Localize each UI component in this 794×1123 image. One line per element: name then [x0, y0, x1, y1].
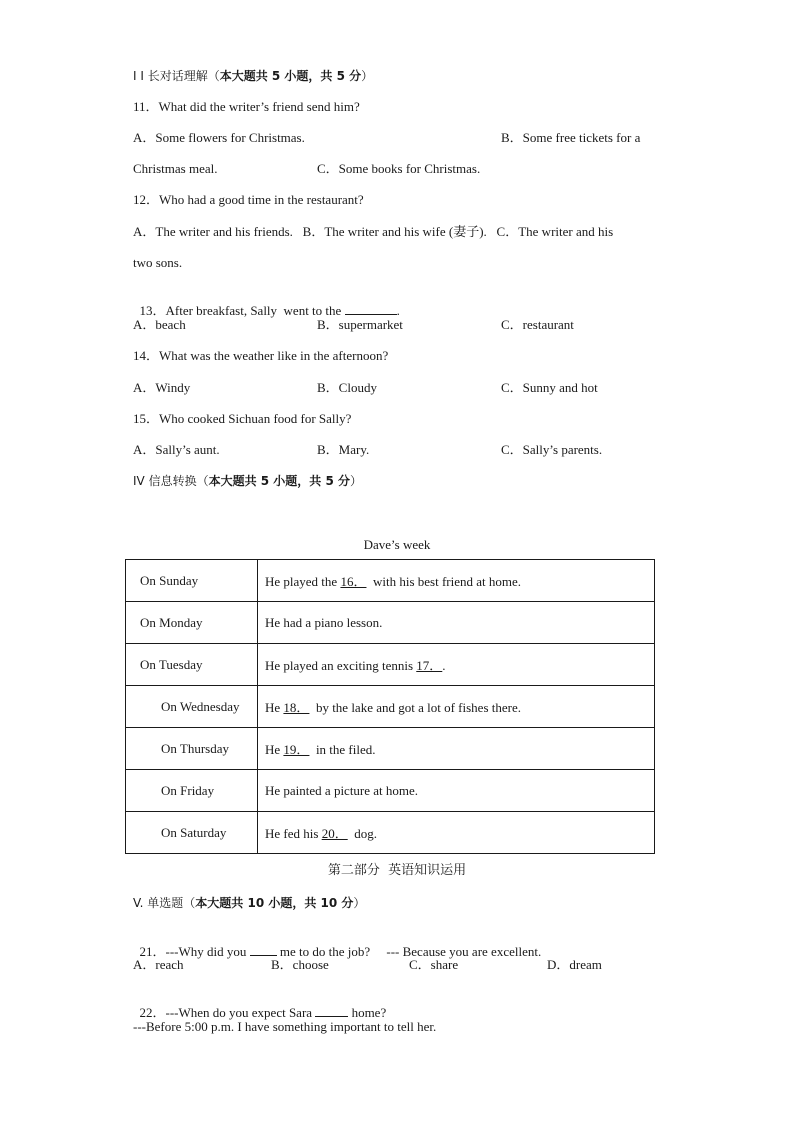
- activity-text: He fed his: [265, 826, 322, 841]
- table-row: [126, 644, 655, 686]
- activity-text: He painted a picture at home.: [265, 782, 419, 798]
- q11-option-b-continued: Christmas meal.: [133, 161, 218, 176]
- q21-text-continued: me to do the job? --- Because you are excellent.: [279, 944, 542, 959]
- activity-cell: [258, 770, 655, 812]
- question-11: 11．What did the writer’s friend send him?: [133, 99, 360, 114]
- q14-option-a: A．Windy: [133, 380, 191, 395]
- day-cell: On Thursday: [126, 728, 258, 770]
- activity-cell: [258, 644, 655, 686]
- activity-text: .: [442, 658, 446, 673]
- table-row: [126, 812, 655, 854]
- q21-option-b: B．choose: [271, 957, 329, 972]
- activity-text: He: [265, 700, 284, 715]
- question-12: 12．Who had a good time in the restaurant?: [133, 192, 364, 207]
- section-header-prefix: IV 信息转换（: [133, 474, 209, 488]
- section-header-prefix: I I 长对话理解（: [133, 69, 220, 83]
- q13-option-b: B．supermarket: [317, 317, 403, 332]
- q12-options-continued: two sons.: [133, 255, 183, 270]
- answer-blank: [315, 1004, 348, 1017]
- day-cell: On Friday: [126, 770, 258, 812]
- q11-option-b: B．Some free tickets for a: [501, 130, 641, 145]
- question-22: [133, 988, 386, 1021]
- q22-text-continued: home?: [351, 1005, 387, 1020]
- activity-text: with his best friend at home.: [366, 574, 521, 589]
- answer-blank: [345, 302, 397, 315]
- table-row: [126, 602, 655, 644]
- table-row: [126, 560, 655, 602]
- question-21: [133, 927, 541, 960]
- activity-cell: [258, 812, 655, 854]
- q22-text: 22．---When do you expect Sara: [139, 1005, 313, 1020]
- activity-text: He: [265, 742, 284, 757]
- activity-text: in the filed.: [309, 742, 376, 757]
- q15-option-a: A．Sally’s aunt.: [133, 442, 220, 457]
- blank-number: 17．: [416, 658, 443, 673]
- q14-option-c: C．Sunny and hot: [501, 380, 598, 395]
- q13-text: 13．After breakfast, Sally went to the: [139, 303, 342, 318]
- daves-week-table: [125, 559, 655, 854]
- table-row: [126, 686, 655, 728]
- activity-cell: [258, 602, 655, 644]
- section-header-prefix: V. 单选题（: [133, 896, 196, 910]
- table-title: Dave’s week: [363, 537, 431, 552]
- q15-option-b: B．Mary.: [317, 442, 370, 457]
- blank-number: 16．: [340, 574, 367, 589]
- q13-option-c: C．restaurant: [501, 317, 574, 332]
- section-header-bold: 本大题共 5 小题，共 5 分: [208, 474, 350, 488]
- q14-option-b: B．Cloudy: [317, 380, 377, 395]
- activity-text: He had a piano lesson.: [265, 614, 383, 630]
- q21-option-c: C．share: [409, 957, 459, 972]
- day-cell: On Tuesday: [126, 644, 258, 686]
- q22-answer-line: ---Before 5:00 p.m. I have something important to tell her.: [133, 1019, 437, 1034]
- q11-option-c: C．Some books for Christmas.: [317, 161, 481, 176]
- section-header-suffix: ）: [361, 69, 374, 83]
- day-cell: On Sunday: [126, 560, 258, 602]
- blank-number: 19．: [283, 742, 310, 757]
- section-header-long-dialogue: [133, 68, 373, 84]
- q15-option-c: C．Sally’s parents.: [501, 442, 603, 457]
- activity-cell: [258, 686, 655, 728]
- q21-option-d: D．dream: [547, 957, 602, 972]
- question-15: 15．Who cooked Sichuan food for Sally?: [133, 411, 352, 426]
- part-2-title: 第二部分 英语知识运用: [327, 863, 467, 878]
- blank-number: 18．: [283, 700, 310, 715]
- activity-cell: [258, 560, 655, 602]
- section-header-bold: 本大题共 5 小题，共 5 分: [219, 69, 362, 83]
- section-header-info-transfer: [133, 473, 362, 489]
- activity-text: by the lake and got a lot of fishes there.: [309, 700, 521, 715]
- table-row: [126, 728, 655, 770]
- blank-number: 20．: [321, 826, 348, 841]
- activity-text: He played an exciting tennis: [265, 658, 417, 673]
- section-header-suffix: ）: [353, 896, 366, 910]
- question-14: 14．What was the weather like in the afternoon?: [133, 348, 389, 363]
- section-header-bold: 本大题共 10 小题，共 10 分: [195, 896, 354, 910]
- answer-blank: [250, 943, 277, 956]
- day-cell: On Monday: [126, 602, 258, 644]
- q13-option-a: A．beach: [133, 317, 186, 332]
- question-13: [133, 286, 400, 319]
- q21-text: 21．---Why did you: [139, 944, 247, 959]
- section-header-single-choice: [133, 895, 365, 911]
- activity-text: He played the: [265, 574, 341, 589]
- activity-cell: [258, 728, 655, 770]
- day-cell: On Wednesday: [126, 686, 258, 728]
- table-row: [126, 770, 655, 812]
- q21-option-a: A．reach: [133, 957, 184, 972]
- activity-text: dog.: [347, 826, 377, 841]
- day-cell: On Saturday: [126, 812, 258, 854]
- section-header-suffix: ）: [350, 474, 363, 488]
- q13-period: .: [396, 303, 400, 318]
- q11-option-a: A．Some flowers for Christmas.: [133, 130, 305, 145]
- q12-options: A．The writer and his friends. B．The writer and his wife (妻子). C．The writer and his: [133, 224, 614, 239]
